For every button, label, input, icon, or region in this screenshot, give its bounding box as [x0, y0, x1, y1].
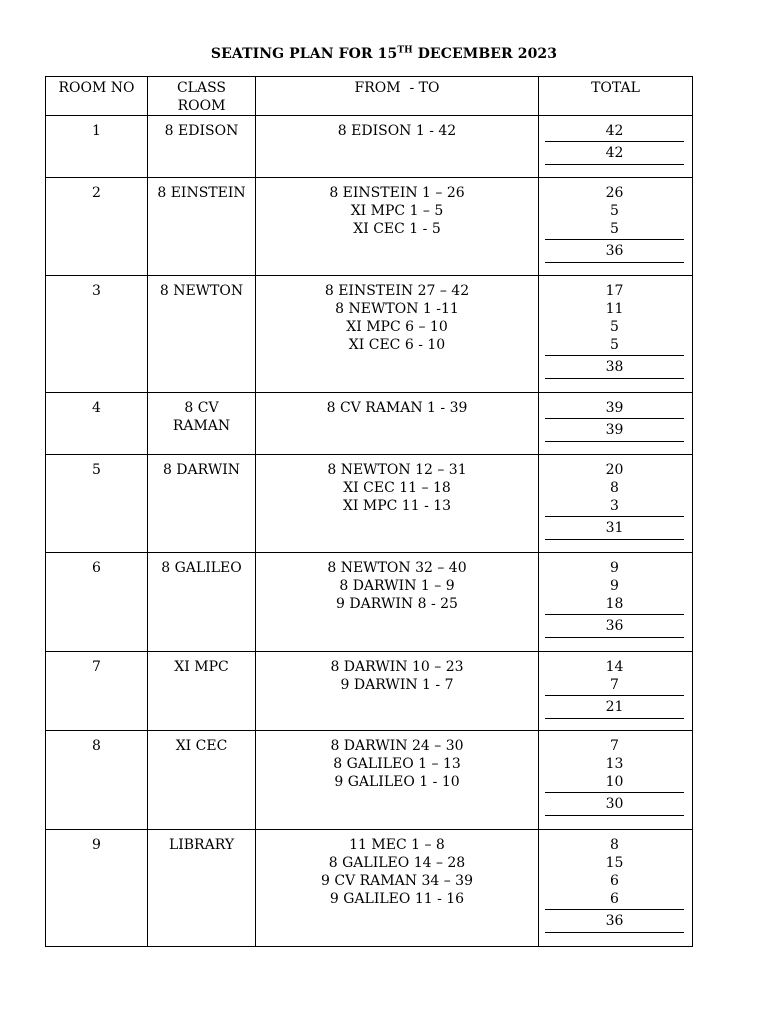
count-value: 8	[610, 837, 619, 853]
room-number-cell: 8	[46, 731, 148, 830]
range-line: XI MPC 11 - 13	[342, 498, 452, 514]
from-to-cell	[256, 393, 539, 455]
from-to-cell	[256, 652, 539, 731]
subtotal-value: 38	[545, 358, 684, 379]
room-number-cell: 5	[46, 455, 148, 553]
count-value: 42	[545, 122, 684, 142]
range-line: XI CEC 11 – 18	[343, 480, 451, 496]
count-value: 5	[610, 319, 619, 335]
table-row	[46, 455, 693, 553]
class-room-cell	[148, 276, 256, 393]
page-title	[0, 46, 768, 62]
count-value: 26	[605, 185, 624, 201]
count-value: 10	[545, 773, 684, 793]
count-value: 6	[610, 873, 619, 889]
class-room-cell	[148, 178, 256, 276]
class-room-label: 8 EINSTEIN	[157, 185, 246, 201]
range-line: 9 GALILEO 11 - 16	[329, 891, 465, 907]
table-row	[46, 116, 693, 178]
from-to-cell	[256, 178, 539, 276]
range-line: 8 DARWIN 1 – 9	[339, 578, 455, 594]
count-value: 14	[605, 659, 624, 675]
class-room-cell	[148, 652, 256, 731]
room-number-cell: 4	[46, 393, 148, 455]
total-cell	[539, 553, 693, 652]
total-cell	[539, 178, 693, 276]
count-value: 11	[605, 301, 624, 317]
count-value: 5	[545, 220, 684, 240]
range-line: 8 DARWIN 10 – 23	[330, 659, 464, 675]
table-row	[46, 276, 693, 393]
seating-plan-table	[45, 76, 693, 947]
count-value: 17	[605, 283, 624, 299]
subtotal-value: 39	[545, 421, 684, 442]
count-value: 6	[545, 890, 684, 910]
range-line: 8 NEWTON 1 -11	[335, 301, 459, 317]
range-line: 8 EINSTEIN 27 – 42	[324, 283, 470, 299]
range-line: 11 MEC 1 – 8	[349, 837, 445, 853]
range-line: 9 DARWIN 8 - 25	[336, 596, 458, 612]
range-line: 8 CV RAMAN 1 - 39	[326, 400, 468, 416]
count-value: 18	[545, 595, 684, 615]
subtotal-value: 21	[545, 698, 684, 719]
from-to-cell	[256, 116, 539, 178]
class-room-cell	[148, 830, 256, 947]
subtotal-value: 36	[545, 617, 684, 638]
from-to-cell	[256, 731, 539, 830]
class-room-label: LIBRARY	[168, 837, 235, 853]
count-value: 39	[545, 399, 684, 419]
total-cell	[539, 276, 693, 393]
range-line: 9 GALILEO 1 - 10	[334, 774, 460, 790]
class-room-label: XI CEC	[175, 738, 228, 754]
range-line: 8 EINSTEIN 1 – 26	[329, 185, 465, 201]
count-value: 7	[610, 738, 619, 754]
class-room-cell	[148, 731, 256, 830]
total-cell	[539, 116, 693, 178]
count-value: 5	[610, 203, 619, 219]
from-to-cell	[256, 830, 539, 947]
room-number-cell: 3	[46, 276, 148, 393]
room-number-cell: 1	[46, 116, 148, 178]
count-value: 3	[545, 497, 684, 517]
header-class-room-label: CLASS ROOM	[176, 80, 227, 114]
count-value: 5	[545, 336, 684, 356]
subtotal-value: 42	[545, 144, 684, 165]
class-room-label: 8 GALILEO	[161, 560, 242, 576]
from-to-cell	[256, 553, 539, 652]
title-main: SEATING PLAN FOR 15	[210, 46, 398, 62]
range-line: XI CEC 6 - 10	[348, 337, 446, 353]
range-line: XI MPC 1 – 5	[350, 203, 444, 219]
room-number-cell: 6	[46, 553, 148, 652]
room-number-cell: 7	[46, 652, 148, 731]
table-row	[46, 731, 693, 830]
count-value: 7	[545, 676, 684, 696]
table-row	[46, 178, 693, 276]
range-line: 9 CV RAMAN 34 – 39	[321, 873, 473, 889]
range-line: 8 GALILEO 1 – 13	[333, 756, 461, 772]
title-rest: DECEMBER 2023	[412, 46, 558, 62]
total-cell	[539, 455, 693, 553]
title-superscript: TH	[397, 45, 413, 56]
table-row	[46, 830, 693, 947]
count-value: 13	[605, 756, 624, 772]
count-value: 15	[605, 855, 624, 871]
room-number-cell: 2	[46, 178, 148, 276]
header-class-room	[148, 77, 256, 116]
subtotal-value: 36	[545, 912, 684, 933]
header-total: TOTAL	[539, 77, 693, 116]
header-room-no: ROOM NO	[46, 77, 148, 116]
table-header-row	[46, 77, 693, 116]
class-room-cell	[148, 455, 256, 553]
range-line: 8 EDISON 1 - 42	[337, 123, 457, 139]
range-line: XI CEC 1 - 5	[353, 221, 441, 237]
class-room-cell	[148, 393, 256, 455]
range-line: 8 NEWTON 12 – 31	[327, 462, 467, 478]
class-room-label: 8 CV RAMAN	[172, 400, 231, 434]
count-value: 9	[610, 560, 619, 576]
range-line: 8 GALILEO 14 – 28	[328, 855, 466, 871]
total-cell	[539, 731, 693, 830]
total-cell	[539, 393, 693, 455]
class-room-label: 8 EDISON	[164, 123, 239, 139]
count-value: 9	[610, 578, 619, 594]
class-room-cell	[148, 116, 256, 178]
subtotal-value: 36	[545, 242, 684, 263]
subtotal-value: 30	[545, 795, 684, 816]
range-line: 8 NEWTON 32 – 40	[327, 560, 467, 576]
range-line: 8 DARWIN 24 – 30	[330, 738, 464, 754]
room-number-cell: 9	[46, 830, 148, 947]
total-cell	[539, 830, 693, 947]
class-room-label: XI MPC	[174, 659, 229, 675]
class-room-label: 8 NEWTON	[159, 283, 244, 299]
table-row	[46, 393, 693, 455]
count-value: 8	[610, 480, 619, 496]
class-room-cell	[148, 553, 256, 652]
count-value: 20	[605, 462, 624, 478]
class-room-label: 8 DARWIN	[162, 462, 241, 478]
total-cell	[539, 652, 693, 731]
table-row	[46, 553, 693, 652]
from-to-cell	[256, 276, 539, 393]
table-row	[46, 652, 693, 731]
table-body	[46, 116, 693, 947]
subtotal-value: 31	[545, 519, 684, 540]
from-to-cell	[256, 455, 539, 553]
range-line: XI MPC 6 – 10	[346, 319, 448, 335]
header-from-to: FROM - TO	[256, 77, 539, 116]
range-line: 9 DARWIN 1 - 7	[340, 677, 454, 693]
